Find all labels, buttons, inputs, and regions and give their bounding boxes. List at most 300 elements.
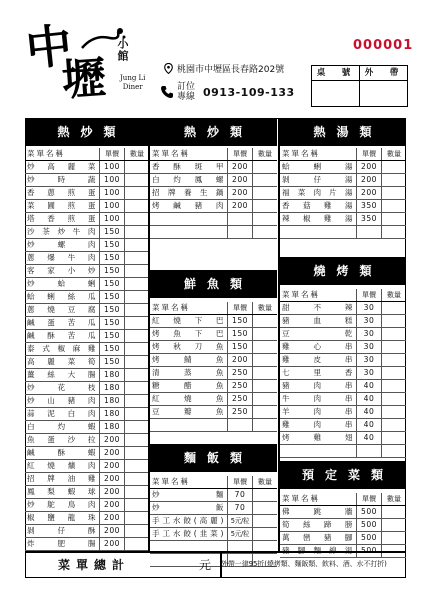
header-name: 菜單名稱 bbox=[280, 148, 357, 160]
column-header bbox=[150, 302, 277, 315]
menu-item-row bbox=[25, 317, 149, 330]
header-qty: 數量 bbox=[258, 478, 272, 486]
item-quantity-field[interactable] bbox=[253, 367, 277, 379]
logo-char-2: 壢 bbox=[60, 52, 108, 107]
menu-item-row bbox=[280, 328, 406, 341]
item-price: 150 bbox=[228, 315, 253, 327]
item-quantity-field[interactable] bbox=[253, 174, 277, 186]
empty-cell bbox=[382, 226, 406, 238]
item-quantity-field[interactable] bbox=[382, 432, 406, 444]
item-name: 魚蛋沙拉 bbox=[25, 434, 100, 446]
item-price: 150 bbox=[228, 341, 253, 353]
menu-item-row bbox=[25, 434, 149, 447]
item-name: 泰式椒麻雞 bbox=[25, 343, 100, 355]
item-quantity-field[interactable] bbox=[253, 489, 277, 501]
item-name: 薑絲大腸 bbox=[25, 369, 100, 381]
item-price: 30 bbox=[357, 354, 382, 366]
reservation-label: 訂位專線 bbox=[177, 82, 196, 102]
menu-item-row bbox=[280, 200, 406, 213]
item-quantity-field[interactable] bbox=[253, 315, 277, 327]
item-name: 香酥斑甲 bbox=[150, 161, 228, 173]
item-price: 150 bbox=[100, 304, 125, 316]
item-name: 牛肉串 bbox=[280, 393, 357, 405]
item-quantity-field[interactable] bbox=[125, 447, 149, 459]
menu-item-row bbox=[25, 473, 149, 486]
empty-cell bbox=[228, 226, 253, 238]
item-price: 40 bbox=[357, 406, 382, 418]
item-name: 炸肥腸 bbox=[25, 538, 100, 550]
logo-english bbox=[120, 74, 145, 92]
item-price: 180 bbox=[100, 395, 125, 407]
table-takeout-box bbox=[311, 65, 408, 107]
item-name: 高麗菜筍 bbox=[25, 356, 100, 368]
menu-item-row bbox=[280, 532, 406, 545]
menu-item-row bbox=[150, 367, 277, 380]
empty-cell bbox=[253, 213, 277, 225]
menu-item-row bbox=[150, 328, 277, 341]
header-qty: 數量 bbox=[130, 150, 144, 158]
menu-item-row bbox=[280, 187, 406, 200]
item-quantity-field[interactable] bbox=[382, 341, 406, 353]
item-name: 塔香煎蛋 bbox=[25, 213, 100, 225]
takeout-label: 外 帶 bbox=[364, 68, 403, 78]
item-quantity-field[interactable] bbox=[125, 174, 149, 186]
item-quantity-field[interactable] bbox=[382, 380, 406, 392]
item-quantity-field[interactable] bbox=[125, 460, 149, 472]
section-title: 預定菜類 bbox=[280, 461, 406, 489]
item-quantity-field[interactable] bbox=[125, 369, 149, 381]
menu-item-row bbox=[150, 200, 277, 213]
item-name: 羊肉串 bbox=[280, 406, 357, 418]
item-name: 雞肉串 bbox=[280, 419, 357, 431]
item-price: 200 bbox=[357, 161, 382, 173]
item-name: 香蔥煎蛋 bbox=[25, 187, 100, 199]
item-price: 200 bbox=[228, 200, 253, 212]
item-name: 筍絲蹄膀 bbox=[280, 519, 357, 531]
item-name: 辣椒雞湯 bbox=[280, 213, 357, 225]
item-price: 500 bbox=[357, 506, 382, 518]
menu-item-row bbox=[280, 380, 406, 393]
menu-item-row bbox=[25, 252, 149, 265]
section-title: 燒烤類 bbox=[280, 257, 406, 285]
item-name: 菜圃煎蛋 bbox=[25, 200, 100, 212]
item-quantity-field[interactable] bbox=[382, 406, 406, 418]
item-price: 150 bbox=[100, 226, 125, 238]
item-price: 250 bbox=[228, 406, 253, 418]
item-name: 蛤蜊絲瓜 bbox=[25, 291, 100, 303]
menu-item-row bbox=[25, 382, 149, 395]
item-price: 70 bbox=[228, 502, 253, 514]
item-price: 200 bbox=[100, 434, 125, 446]
item-name: 雞心串 bbox=[280, 341, 357, 353]
empty-cell bbox=[150, 226, 228, 238]
menu-item-row bbox=[280, 367, 406, 380]
item-quantity-field[interactable] bbox=[125, 291, 149, 303]
menu-item-row bbox=[25, 486, 149, 499]
item-price: 200 bbox=[100, 538, 125, 550]
menu-item-row bbox=[280, 393, 406, 406]
item-name: 佛跳牆 bbox=[280, 506, 357, 518]
logo-char-1: 中 bbox=[23, 17, 75, 77]
item-price: 150 bbox=[100, 330, 125, 342]
item-price: 40 bbox=[357, 432, 382, 444]
item-name: 沙茶炒牛肉 bbox=[25, 226, 100, 238]
item-quantity-field[interactable] bbox=[125, 200, 149, 212]
empty-cell bbox=[357, 226, 382, 238]
item-price: 250 bbox=[228, 380, 253, 392]
item-quantity-field[interactable] bbox=[253, 328, 277, 340]
menu-item-row bbox=[25, 213, 149, 226]
menu-item-row bbox=[150, 502, 277, 515]
item-name: 烤鯖魚 bbox=[150, 354, 228, 366]
item-quantity-field[interactable] bbox=[253, 515, 277, 527]
item-quantity-field[interactable] bbox=[125, 382, 149, 394]
empty-cell bbox=[280, 445, 357, 457]
item-quantity-field[interactable] bbox=[125, 187, 149, 199]
item-name: 萬巒豬腳 bbox=[280, 532, 357, 544]
menu-item-row bbox=[25, 369, 149, 382]
item-quantity-field[interactable] bbox=[253, 380, 277, 392]
item-name: 甜不辣 bbox=[280, 302, 357, 314]
logo-en-line1: Jung Li bbox=[120, 74, 146, 82]
item-quantity-field[interactable] bbox=[125, 304, 149, 316]
header-price: 單價 bbox=[228, 302, 253, 314]
menu-item-row bbox=[25, 330, 149, 343]
column-header bbox=[150, 148, 277, 161]
section-stir-fry-2 bbox=[150, 118, 277, 239]
item-name: 炒飯 bbox=[150, 502, 228, 514]
item-quantity-field[interactable] bbox=[253, 187, 277, 199]
item-price: 200 bbox=[228, 354, 253, 366]
menu-item-row bbox=[280, 419, 406, 432]
item-quantity-field[interactable] bbox=[125, 252, 149, 264]
empty-row bbox=[280, 226, 406, 239]
address bbox=[164, 62, 284, 75]
menu-item-row bbox=[25, 343, 149, 356]
item-quantity-field[interactable] bbox=[382, 200, 406, 212]
item-name: 剝仔湯 bbox=[280, 174, 357, 186]
item-price: 200 bbox=[100, 525, 125, 537]
item-name: 蔥燒豆腐 bbox=[25, 304, 100, 316]
header-price: 單價 bbox=[357, 493, 382, 505]
item-name: 香菇雞湯 bbox=[280, 200, 357, 212]
section-title: 麵飯類 bbox=[150, 444, 277, 472]
item-quantity-field[interactable] bbox=[253, 200, 277, 212]
menu-item-row bbox=[280, 406, 406, 419]
divider-1 bbox=[148, 118, 150, 552]
item-price: 100 bbox=[100, 213, 125, 225]
item-quantity-field[interactable] bbox=[125, 434, 149, 446]
item-quantity-field[interactable] bbox=[253, 502, 277, 514]
menu-item-row bbox=[150, 393, 277, 406]
column-header bbox=[280, 289, 406, 302]
menu-item-row bbox=[150, 380, 277, 393]
empty-row bbox=[280, 445, 406, 458]
menu-item-row bbox=[25, 187, 149, 200]
item-name: 炒鴕鳥肉 bbox=[25, 499, 100, 511]
item-name: 福菜肉片湯 bbox=[280, 187, 357, 199]
menu-item-row bbox=[25, 421, 149, 434]
item-price: 250 bbox=[228, 393, 253, 405]
header-name: 菜單名稱 bbox=[280, 289, 357, 301]
item-price: 200 bbox=[228, 187, 253, 199]
item-price: 200 bbox=[100, 460, 125, 472]
item-price: 150 bbox=[100, 343, 125, 355]
column-stir-fry-1 bbox=[25, 118, 149, 551]
empty-cell bbox=[253, 226, 277, 238]
item-quantity-field[interactable] bbox=[382, 354, 406, 366]
item-name: 剝仔酥 bbox=[25, 525, 100, 537]
item-price: 200 bbox=[100, 512, 125, 524]
table-number-field[interactable] bbox=[312, 81, 360, 107]
divider-2 bbox=[278, 118, 280, 552]
menu-item-row bbox=[25, 408, 149, 421]
empty-cell bbox=[150, 419, 228, 431]
item-name: 豆乾 bbox=[280, 328, 357, 340]
item-quantity-field[interactable] bbox=[125, 356, 149, 368]
empty-cell bbox=[357, 445, 382, 457]
item-name: 蔥爆牛肉 bbox=[25, 252, 100, 264]
header-price: 單價 bbox=[228, 476, 253, 488]
phone-icon bbox=[160, 85, 174, 99]
item-price: 180 bbox=[100, 408, 125, 420]
item-name: 招牌養生鍋 bbox=[150, 187, 228, 199]
item-name: 炒麵 bbox=[150, 489, 228, 501]
item-quantity-field[interactable] bbox=[125, 265, 149, 277]
item-quantity-field[interactable] bbox=[382, 213, 406, 225]
item-quantity-field[interactable] bbox=[382, 174, 406, 186]
item-name: 蒜泥白肉 bbox=[25, 408, 100, 420]
menu-item-row bbox=[150, 406, 277, 419]
column-middle bbox=[150, 118, 277, 567]
empty-cell bbox=[228, 213, 253, 225]
item-price: 150 bbox=[100, 252, 125, 264]
empty-cell bbox=[382, 445, 406, 457]
item-quantity-field[interactable] bbox=[125, 317, 149, 329]
menu-item-row bbox=[25, 239, 149, 252]
header-price: 單價 bbox=[228, 148, 253, 160]
header-price: 單價 bbox=[357, 289, 382, 301]
item-name: 招牌油雞 bbox=[25, 473, 100, 485]
item-quantity-field[interactable] bbox=[253, 393, 277, 405]
item-price: 70 bbox=[228, 489, 253, 501]
item-quantity-field[interactable] bbox=[125, 239, 149, 251]
item-price: 200 bbox=[357, 174, 382, 186]
header-name: 菜單名稱 bbox=[150, 148, 228, 160]
item-quantity-field[interactable] bbox=[382, 532, 406, 544]
menu-item-row bbox=[280, 519, 406, 532]
header-price: 單價 bbox=[357, 148, 382, 160]
item-name: 蛤蜊湯 bbox=[280, 161, 357, 173]
item-quantity-field[interactable] bbox=[125, 486, 149, 498]
item-price: 40 bbox=[357, 393, 382, 405]
item-name: 手工水餃(高麗) bbox=[150, 515, 228, 527]
item-name: 豆瓣魚 bbox=[150, 406, 228, 418]
menu-item-row bbox=[280, 341, 406, 354]
item-quantity-field[interactable] bbox=[382, 187, 406, 199]
item-price: 150 bbox=[100, 278, 125, 290]
section-fish bbox=[150, 270, 277, 432]
menu-item-row bbox=[25, 200, 149, 213]
section-title: 熱炒類 bbox=[150, 118, 277, 146]
menu-item-row bbox=[25, 499, 149, 512]
item-price: 100 bbox=[100, 161, 125, 173]
empty-cell bbox=[228, 419, 253, 431]
empty-cell bbox=[253, 419, 277, 431]
item-quantity-field[interactable] bbox=[382, 161, 406, 173]
item-price: 5元/粒 bbox=[228, 528, 253, 540]
column-header bbox=[280, 493, 406, 506]
item-quantity-field[interactable] bbox=[125, 408, 149, 420]
item-quantity-field[interactable] bbox=[125, 512, 149, 524]
item-quantity-field[interactable] bbox=[125, 213, 149, 225]
item-name: 七里香 bbox=[280, 367, 357, 379]
item-price: 100 bbox=[100, 187, 125, 199]
item-name: 炒時蔬 bbox=[25, 174, 100, 186]
item-name: 紅燒爌肉 bbox=[25, 460, 100, 472]
menu-item-row bbox=[150, 354, 277, 367]
item-price: 200 bbox=[100, 447, 125, 459]
item-price: 40 bbox=[357, 419, 382, 431]
item-quantity-field[interactable] bbox=[125, 525, 149, 537]
takeout-field[interactable] bbox=[360, 81, 407, 107]
item-quantity-field[interactable] bbox=[125, 226, 149, 238]
item-name: 炒高麗菜 bbox=[25, 161, 100, 173]
item-price: 500 bbox=[357, 532, 382, 544]
item-price: 100 bbox=[100, 174, 125, 186]
menu-item-row bbox=[280, 432, 406, 445]
item-name: 炒山豬肉 bbox=[25, 395, 100, 407]
empty-row bbox=[150, 226, 277, 239]
item-price: 350 bbox=[357, 200, 382, 212]
item-name: 雞皮串 bbox=[280, 354, 357, 366]
address-text: 桃園市中壢區長春路202號 bbox=[177, 65, 285, 75]
section-noodle bbox=[150, 444, 277, 567]
menu-item-row bbox=[280, 174, 406, 187]
menu-item-row bbox=[25, 525, 149, 538]
item-price: 200 bbox=[100, 499, 125, 511]
menu-item-row bbox=[150, 187, 277, 200]
menu-item-row bbox=[25, 174, 149, 187]
order-serial-number: 000001 bbox=[353, 38, 414, 53]
item-quantity-field[interactable] bbox=[382, 419, 406, 431]
item-name: 紅燒下巴 bbox=[150, 315, 228, 327]
menu-item-row bbox=[280, 354, 406, 367]
column-header bbox=[280, 148, 406, 161]
item-price: 250 bbox=[228, 367, 253, 379]
section-title: 熱湯類 bbox=[280, 118, 406, 146]
item-price: 150 bbox=[100, 317, 125, 329]
item-name: 清蒸魚 bbox=[150, 367, 228, 379]
item-price: 350 bbox=[357, 213, 382, 225]
menu-item-row bbox=[150, 528, 277, 541]
header-name: 菜單名稱 bbox=[150, 476, 228, 488]
item-name: 烤鹹豬肉 bbox=[150, 200, 228, 212]
item-name: 鳳梨蝦球 bbox=[25, 486, 100, 498]
item-price: 30 bbox=[357, 302, 382, 314]
empty-row bbox=[150, 419, 277, 432]
item-name: 炒螺肉 bbox=[25, 239, 100, 251]
item-quantity-field[interactable] bbox=[382, 506, 406, 518]
item-price: 100 bbox=[100, 200, 125, 212]
item-price: 150 bbox=[100, 265, 125, 277]
header-qty: 數量 bbox=[387, 291, 401, 299]
menu-item-row bbox=[150, 161, 277, 174]
item-name: 炒蛤蜊 bbox=[25, 278, 100, 290]
item-price: 180 bbox=[100, 421, 125, 433]
item-quantity-field[interactable] bbox=[125, 343, 149, 355]
item-quantity-field[interactable] bbox=[253, 354, 277, 366]
item-quantity-field[interactable] bbox=[253, 528, 277, 540]
item-quantity-field[interactable] bbox=[382, 393, 406, 405]
table-number-label: 桌 號 bbox=[312, 66, 360, 80]
reservation-phone: 0913-109-133 bbox=[203, 85, 295, 99]
item-quantity-field[interactable] bbox=[382, 328, 406, 340]
item-price: 30 bbox=[357, 367, 382, 379]
item-quantity-field[interactable] bbox=[253, 406, 277, 418]
item-quantity-field[interactable] bbox=[125, 473, 149, 485]
item-quantity-field[interactable] bbox=[382, 367, 406, 379]
item-price: 180 bbox=[100, 369, 125, 381]
item-quantity-field[interactable] bbox=[125, 278, 149, 290]
header-qty: 數量 bbox=[258, 304, 272, 312]
section-title: 鮮魚類 bbox=[150, 270, 277, 298]
item-quantity-field[interactable] bbox=[253, 161, 277, 173]
takeout-discount-note: 外帶一律95折(燒烤類、麵飯類、飲料、酒、水不打折) bbox=[221, 560, 387, 568]
item-price: 200 bbox=[100, 486, 125, 498]
section-stir-fry-1 bbox=[25, 118, 149, 551]
menu-item-row bbox=[25, 447, 149, 460]
item-quantity-field[interactable] bbox=[382, 302, 406, 314]
item-name: 鹹酥苦瓜 bbox=[25, 330, 100, 342]
menu-total bbox=[25, 552, 220, 578]
menu-item-row bbox=[150, 174, 277, 187]
menu-item-row bbox=[25, 304, 149, 317]
item-quantity-field[interactable] bbox=[253, 341, 277, 353]
item-quantity-field[interactable] bbox=[125, 395, 149, 407]
total-label: 菜單總計 bbox=[58, 558, 131, 572]
item-name: 紅燒魚 bbox=[150, 393, 228, 405]
menu-item-row bbox=[280, 161, 406, 174]
item-quantity-field[interactable] bbox=[125, 538, 149, 550]
header-qty: 數量 bbox=[387, 150, 401, 158]
item-price: 150 bbox=[100, 291, 125, 303]
menu-item-row bbox=[150, 341, 277, 354]
menu-item-row bbox=[280, 506, 406, 519]
menu-item-row bbox=[150, 315, 277, 328]
item-quantity-field[interactable] bbox=[382, 315, 406, 327]
item-quantity-field[interactable] bbox=[125, 499, 149, 511]
item-quantity-field[interactable] bbox=[125, 421, 149, 433]
item-name: 豬肉串 bbox=[280, 380, 357, 392]
item-name: 豬血糕 bbox=[280, 315, 357, 327]
item-quantity-field[interactable] bbox=[125, 161, 149, 173]
item-price: 40 bbox=[357, 380, 382, 392]
menu-item-row bbox=[25, 512, 149, 525]
menu-item-row bbox=[150, 489, 277, 502]
item-name: 客家小炒 bbox=[25, 265, 100, 277]
header-name: 菜單名稱 bbox=[280, 493, 357, 505]
item-quantity-field[interactable] bbox=[125, 330, 149, 342]
menu-item-row bbox=[280, 302, 406, 315]
item-price: 200 bbox=[100, 473, 125, 485]
logo-en-line2: Diner bbox=[122, 83, 143, 91]
menu-item-row bbox=[25, 460, 149, 473]
item-quantity-field[interactable] bbox=[382, 519, 406, 531]
item-name: 椒鹽龍珠 bbox=[25, 512, 100, 524]
empty-cell bbox=[280, 226, 357, 238]
menu-item-row bbox=[25, 538, 149, 551]
